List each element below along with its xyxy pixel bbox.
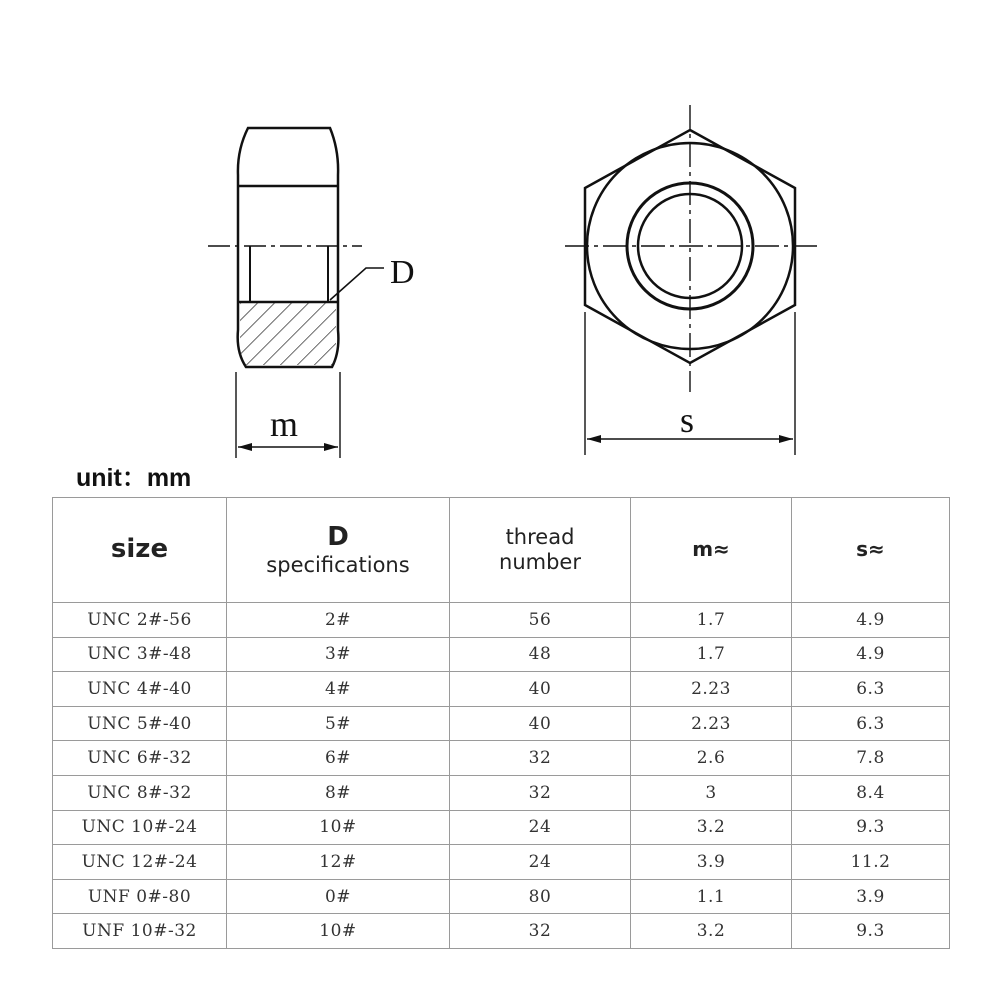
cell-thread: 40 bbox=[450, 706, 631, 741]
cell-s: 9.3 bbox=[792, 810, 950, 845]
cell-m: 2.6 bbox=[631, 741, 792, 776]
side-label-d: D bbox=[390, 254, 415, 291]
s-arrow-right bbox=[779, 435, 793, 443]
cell-size: UNC 8#-32 bbox=[53, 775, 227, 810]
cell-thread: 24 bbox=[450, 810, 631, 845]
table-row bbox=[53, 637, 950, 672]
cell-size: UNC 5#-40 bbox=[53, 706, 227, 741]
cell-m: 1.1 bbox=[631, 879, 792, 914]
table-header-row bbox=[53, 498, 950, 603]
front-label-s: s bbox=[680, 400, 695, 440]
cell-m: 1.7 bbox=[631, 603, 792, 638]
table-row bbox=[53, 672, 950, 707]
header-s: s≈ bbox=[792, 498, 950, 603]
cell-d: 5# bbox=[227, 706, 450, 741]
cell-size: UNF 10#-32 bbox=[53, 914, 227, 949]
side-label-m: m bbox=[270, 404, 299, 444]
cell-thread: 40 bbox=[450, 672, 631, 707]
cell-s: 7.8 bbox=[792, 741, 950, 776]
cell-size: UNC 12#-24 bbox=[53, 845, 227, 880]
table-row bbox=[53, 914, 950, 949]
cell-s: 6.3 bbox=[792, 706, 950, 741]
spec-table bbox=[52, 497, 950, 949]
cell-m: 3 bbox=[631, 775, 792, 810]
cell-thread: 56 bbox=[450, 603, 631, 638]
header-size: size bbox=[53, 498, 227, 603]
hatched-section bbox=[240, 303, 336, 365]
m-arrow-right bbox=[324, 443, 338, 451]
s-arrow-left bbox=[587, 435, 601, 443]
table-row bbox=[53, 810, 950, 845]
cell-thread: 32 bbox=[450, 914, 631, 949]
cell-thread: 24 bbox=[450, 845, 631, 880]
header-thread: thread number bbox=[450, 498, 631, 603]
table-row bbox=[53, 706, 950, 741]
cell-size: UNF 0#-80 bbox=[53, 879, 227, 914]
cell-thread: 32 bbox=[450, 741, 631, 776]
cell-s: 8.4 bbox=[792, 775, 950, 810]
header-d: D specifications bbox=[227, 498, 450, 603]
cell-d: 8# bbox=[227, 775, 450, 810]
cell-s: 6.3 bbox=[792, 672, 950, 707]
cell-m: 3.2 bbox=[631, 914, 792, 949]
cell-size: UNC 2#-56 bbox=[53, 603, 227, 638]
cell-d: 4# bbox=[227, 672, 450, 707]
cell-thread: 80 bbox=[450, 879, 631, 914]
cell-thread: 48 bbox=[450, 637, 631, 672]
cell-m: 1.7 bbox=[631, 637, 792, 672]
cell-m: 3.2 bbox=[631, 810, 792, 845]
table-row bbox=[53, 741, 950, 776]
hex-nut-drawing bbox=[0, 0, 1000, 470]
unit-label: unit：mm bbox=[76, 464, 192, 492]
cell-size: UNC 3#-48 bbox=[53, 637, 227, 672]
cell-s: 4.9 bbox=[792, 603, 950, 638]
cell-size: UNC 6#-32 bbox=[53, 741, 227, 776]
m-arrow-left bbox=[238, 443, 252, 451]
header-m: m≈ bbox=[631, 498, 792, 603]
cell-size: UNC 4#-40 bbox=[53, 672, 227, 707]
cell-thread: 32 bbox=[450, 775, 631, 810]
cell-s: 4.9 bbox=[792, 637, 950, 672]
cell-d: 10# bbox=[227, 914, 450, 949]
cell-s: 3.9 bbox=[792, 879, 950, 914]
cell-d: 3# bbox=[227, 637, 450, 672]
cell-size: UNC 10#-24 bbox=[53, 810, 227, 845]
table-row bbox=[53, 879, 950, 914]
cell-d: 2# bbox=[227, 603, 450, 638]
table-row bbox=[53, 603, 950, 638]
cell-d: 0# bbox=[227, 879, 450, 914]
cell-m: 3.9 bbox=[631, 845, 792, 880]
cell-d: 6# bbox=[227, 741, 450, 776]
cell-s: 11.2 bbox=[792, 845, 950, 880]
table-row bbox=[53, 775, 950, 810]
cell-d: 12# bbox=[227, 845, 450, 880]
cell-d: 10# bbox=[227, 810, 450, 845]
cell-m: 2.23 bbox=[631, 706, 792, 741]
table-row bbox=[53, 845, 950, 880]
cell-m: 2.23 bbox=[631, 672, 792, 707]
cell-s: 9.3 bbox=[792, 914, 950, 949]
